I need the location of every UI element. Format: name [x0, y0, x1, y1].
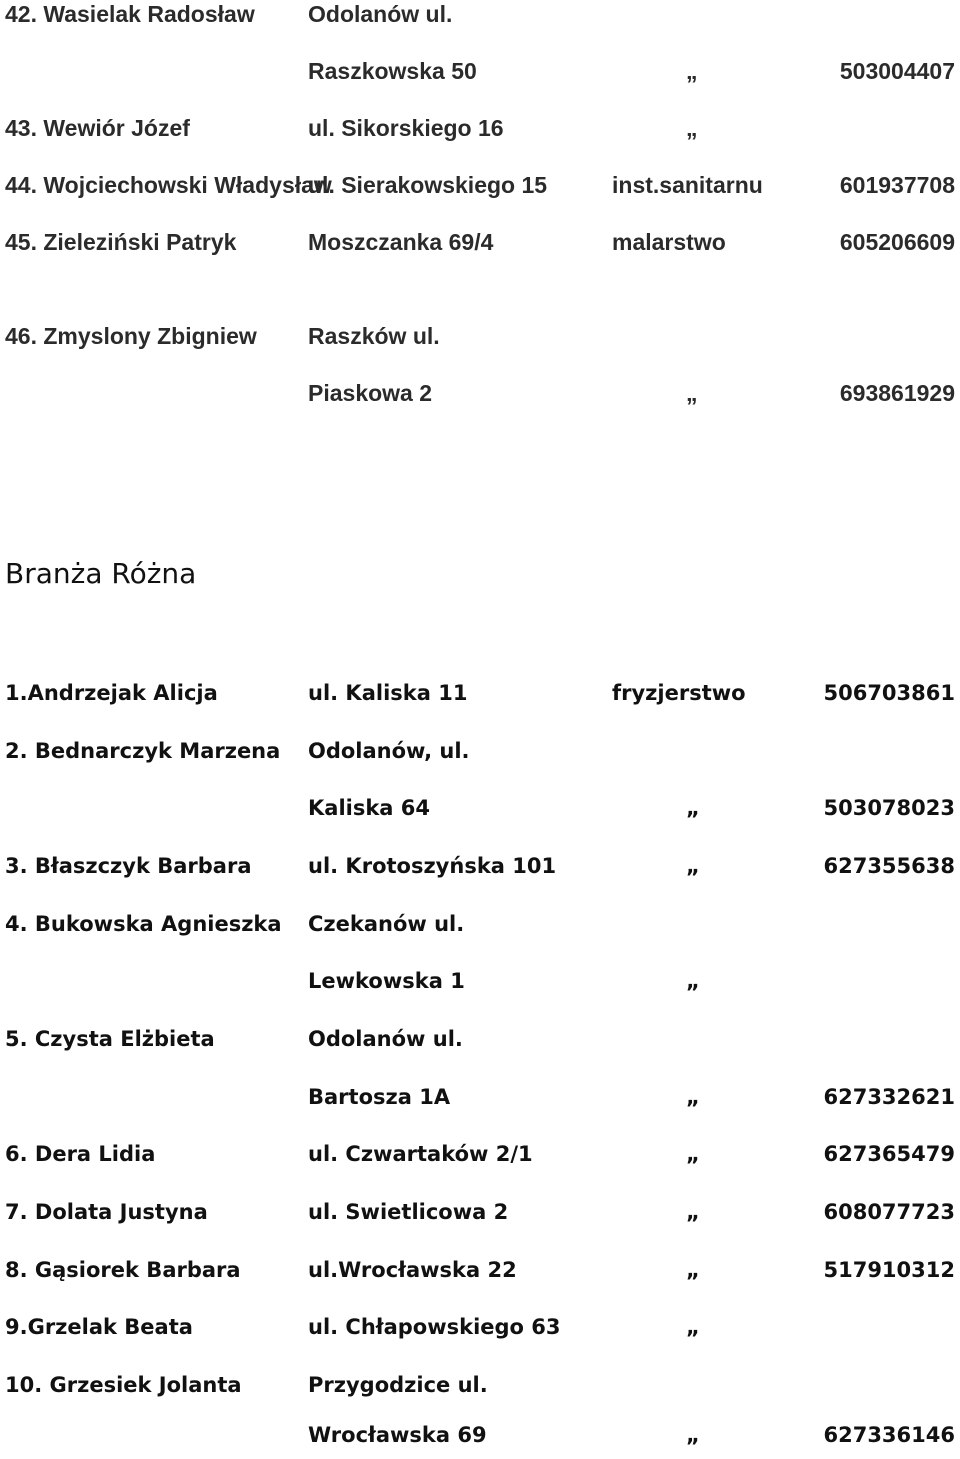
list-item [0, 904, 960, 944]
entry-trade: fryzjerstwo [612, 681, 746, 705]
entry-address: Moszczanka 69/4 [308, 229, 494, 255]
section-heading: Branża Różna [5, 557, 197, 590]
entry-phone: 627365479 [823, 1142, 955, 1166]
entry-trade: „ [686, 58, 698, 84]
entry-name: 2. Bednarczyk Marzena [5, 739, 281, 763]
entry-trade: „ [686, 1258, 700, 1282]
entry-address: Odolanów ul. [308, 1027, 463, 1051]
entry-name: 6. Dera Lidia [5, 1142, 156, 1166]
entry-phone: 693861929 [839, 380, 955, 406]
entry-address: ul. Kaliska 11 [308, 681, 468, 705]
list-item [0, 165, 960, 205]
entry-name: 45. Zieleziński Patryk [5, 229, 237, 255]
entry-name: 4. Bukowska Agnieszka [5, 912, 282, 936]
entry-phone: 608077723 [823, 1200, 955, 1224]
list-item [0, 373, 960, 413]
entry-name: 7. Dolata Justyna [5, 1200, 208, 1224]
entry-address: Czekanów ul. [308, 912, 465, 936]
list-item [0, 0, 960, 34]
entry-address: ul. Krotoszyńska 101 [308, 854, 557, 878]
entry-trade: „ [686, 796, 700, 820]
list-item [0, 51, 960, 91]
entry-trade: „ [686, 1200, 700, 1224]
entry-address: Odolanów, ul. [308, 739, 470, 763]
entry-name: 5. Czysta Elżbieta [5, 1027, 215, 1051]
entry-trade: „ [686, 969, 700, 993]
entry-trade: „ [686, 854, 700, 878]
list-item [0, 731, 960, 771]
list-item [0, 673, 960, 713]
entry-trade: „ [686, 380, 698, 406]
list-item [0, 1077, 960, 1117]
entry-phone: 605206609 [839, 229, 955, 255]
entry-address: Wrocławska 69 [308, 1423, 487, 1447]
list-item [0, 1019, 960, 1059]
list-item [0, 1192, 960, 1232]
entry-name: 10. Grzesiek Jolanta [5, 1373, 242, 1397]
list-item [0, 108, 960, 148]
entry-name: 9.Grzelak Beata [5, 1315, 193, 1339]
list-item [0, 1415, 960, 1455]
entry-phone: 601937708 [839, 172, 955, 198]
entry-phone: 517910312 [823, 1258, 955, 1282]
list-item [0, 788, 960, 828]
entry-name: 8. Gąsiorek Barbara [5, 1258, 241, 1282]
entry-address: ul. Sikorskiego 16 [308, 115, 504, 141]
entry-phone: 503004407 [839, 58, 955, 84]
entry-address: Przygodzice ul. [308, 1373, 488, 1397]
entry-phone: 506703861 [823, 681, 955, 705]
entry-trade: „ [686, 115, 698, 141]
list-item [0, 1365, 960, 1405]
entry-name: 43. Wewiór Józef [5, 115, 190, 141]
entry-trade: „ [686, 1423, 700, 1447]
entry-address: ul. Chłapowskiego 63 [308, 1315, 561, 1339]
entry-address: ul.Wrocławska 22 [308, 1258, 517, 1282]
entry-trade: inst.sanitarnu [612, 172, 763, 198]
entry-address: Lewkowska 1 [308, 969, 465, 993]
entry-address: ul. Swietlicowa 2 [308, 1200, 509, 1224]
entry-trade: malarstwo [612, 229, 726, 255]
entry-name: 44. Wojciechowski Władysław [5, 172, 332, 198]
list-item [0, 1250, 960, 1290]
entry-phone: 627332621 [823, 1085, 955, 1109]
entry-address: Raszków ul. [308, 323, 440, 349]
entry-address: Bartosza 1A [308, 1085, 451, 1109]
entry-trade: „ [686, 1085, 700, 1109]
list-item [0, 846, 960, 886]
entry-trade: „ [686, 1142, 700, 1166]
entry-name: 46. Zmyslony Zbigniew [5, 323, 257, 349]
entry-address: ul. Czwartaków 2/1 [308, 1142, 533, 1166]
list-item [0, 1307, 960, 1347]
entry-name: 42. Wasielak Radosław [5, 1, 255, 27]
entry-address: ul. Sierakowskiego 15 [308, 172, 548, 198]
entry-address: Piaskowa 2 [308, 380, 433, 406]
entry-name: 1.Andrzejak Alicja [5, 681, 218, 705]
entry-phone: 627355638 [823, 854, 955, 878]
entry-phone: 503078023 [823, 796, 955, 820]
list-item [0, 961, 960, 1001]
entry-address: Raszkowska 50 [308, 58, 477, 84]
entry-name: 3. Błaszczyk Barbara [5, 854, 252, 878]
entry-address: Odolanów ul. [308, 1, 453, 27]
list-item [0, 222, 960, 262]
entry-phone: 627336146 [823, 1423, 955, 1447]
entry-address: Kaliska 64 [308, 796, 431, 820]
entry-trade: „ [686, 1315, 700, 1339]
list-item [0, 316, 960, 356]
list-item [0, 1134, 960, 1174]
